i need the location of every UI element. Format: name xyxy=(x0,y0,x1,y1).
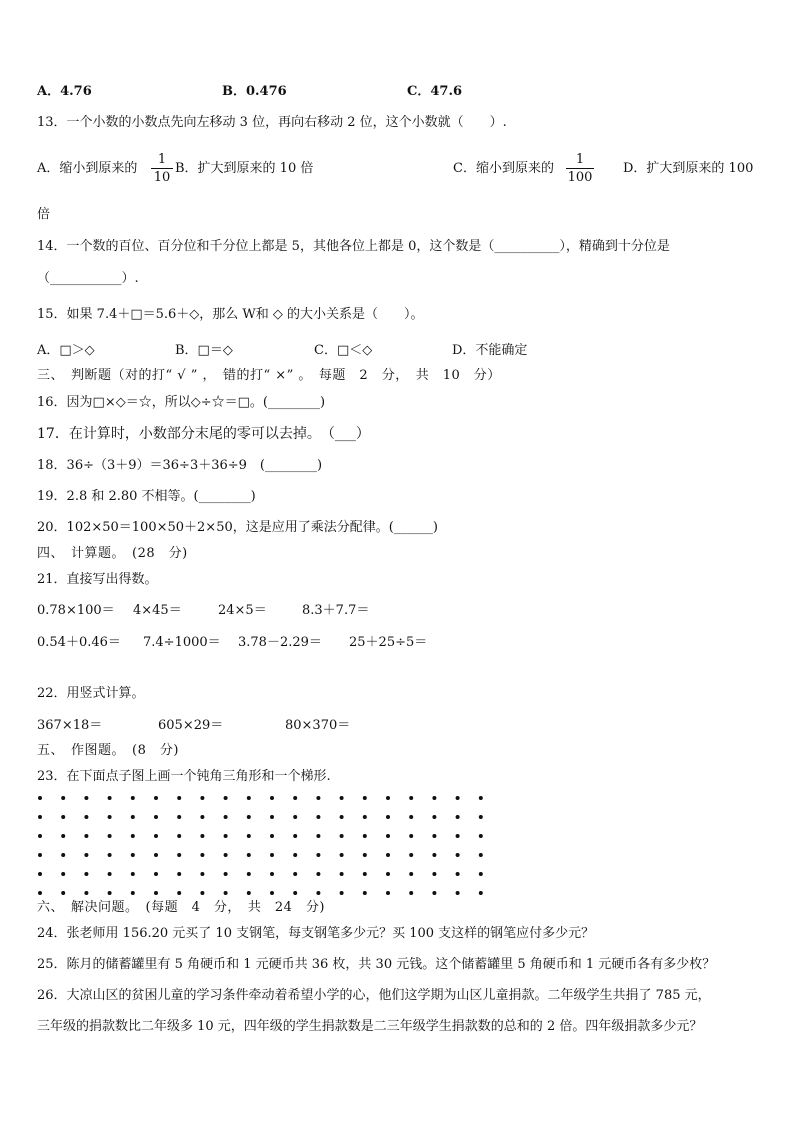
grid-dot xyxy=(200,891,204,895)
q13-option-d-continued: 倍 xyxy=(37,207,51,222)
grid-dot xyxy=(224,891,228,895)
q21-item: 0.54＋0.46＝ xyxy=(37,635,121,650)
grid-dot xyxy=(224,853,228,857)
grid-dot xyxy=(177,796,181,800)
grid-dot xyxy=(340,834,344,838)
grid-dot xyxy=(479,853,483,857)
grid-dot xyxy=(316,853,320,857)
grid-dot xyxy=(386,834,390,838)
grid-dot xyxy=(479,872,483,876)
grid-dot xyxy=(432,834,436,838)
q13-option-c-fraction xyxy=(566,152,594,185)
grid-dot xyxy=(432,891,436,895)
q21-item: 24×5＝ xyxy=(218,603,267,618)
grid-dot xyxy=(340,891,344,895)
grid-dot xyxy=(270,872,274,876)
grid-dot xyxy=(38,891,42,895)
grid-dot xyxy=(432,853,436,857)
q15-option-b: B．□＝◇ xyxy=(175,343,233,358)
q22-item: 367×18＝ xyxy=(37,718,103,733)
fraction-bar xyxy=(151,168,173,169)
grid-dot xyxy=(456,815,460,819)
grid-dot xyxy=(154,872,158,876)
grid-dot xyxy=(154,815,158,819)
grid-dot xyxy=(200,796,204,800)
grid-dot xyxy=(386,891,390,895)
grid-dot xyxy=(432,796,436,800)
grid-dot xyxy=(61,872,65,876)
grid-dot xyxy=(247,796,251,800)
grid-dot xyxy=(363,834,367,838)
grid-dot xyxy=(316,872,320,876)
grid-dot xyxy=(293,872,297,876)
grid-dot xyxy=(61,853,65,857)
grid-dot xyxy=(154,853,158,857)
q16: 16．因为□×◇＝☆，所以◇÷☆＝□。(________) xyxy=(37,395,326,410)
grid-dot xyxy=(456,796,460,800)
grid-dot xyxy=(293,853,297,857)
q22-item: 605×29＝ xyxy=(158,718,224,733)
grid-dot xyxy=(247,815,251,819)
q21-item: 7.4÷1000＝ xyxy=(143,635,221,650)
section-4-heading: 四、 计算题。 (28 分) xyxy=(37,546,188,561)
q26-line2: 三年级的捐款数比二年级多 10 元，四年级的学生捐款数是二三年级学生捐款数的总和的 2 倍。四年级捐款多少元？ xyxy=(37,1019,703,1034)
grid-dot xyxy=(270,834,274,838)
grid-dot xyxy=(177,834,181,838)
grid-dot xyxy=(316,891,320,895)
q15-option-d: D．不能确定 xyxy=(452,343,528,358)
q21-item: 8.3＋7.7＝ xyxy=(302,603,370,618)
grid-dot xyxy=(340,853,344,857)
section-5-heading: 五、 作图题。 (8 分) xyxy=(37,743,179,758)
grid-dot xyxy=(108,796,112,800)
fraction-bar xyxy=(566,168,594,169)
grid-dot xyxy=(84,815,88,819)
fraction-numerator: 1 xyxy=(575,152,585,167)
grid-dot xyxy=(479,834,483,838)
q12-option-a: A．4.76 xyxy=(37,84,92,99)
grid-dot xyxy=(479,891,483,895)
q15-stem: 15．如果 7.4＋□＝5.6＋◇，那么 W和 ◇ 的大小关系是（ ）。 xyxy=(37,307,424,322)
q23: 23．在下面点子图上画一个钝角三角形和一个梯形. xyxy=(37,769,331,784)
grid-dot xyxy=(456,853,460,857)
grid-dot xyxy=(270,815,274,819)
grid-dot xyxy=(108,834,112,838)
grid-dot xyxy=(131,796,135,800)
q21-item: 3.78－2.29＝ xyxy=(238,635,322,650)
grid-dot xyxy=(316,815,320,819)
q14-line1: 14．一个数的百位、百分位和千分位上都是 5，其他各位上都是 0，这个数是（__________），精确到十分位是 xyxy=(37,239,670,254)
grid-dot xyxy=(38,834,42,838)
q22-stem: 22．用竖式计算。 xyxy=(37,686,145,701)
grid-dot xyxy=(131,872,135,876)
q22-item: 80×370＝ xyxy=(285,718,351,733)
grid-dot xyxy=(61,891,65,895)
grid-dot xyxy=(409,891,413,895)
grid-dot xyxy=(177,853,181,857)
grid-dot xyxy=(363,891,367,895)
grid-dot xyxy=(293,891,297,895)
q13-option-b: B．扩大到原来的 10 倍 xyxy=(175,161,314,176)
grid-dot xyxy=(154,891,158,895)
grid-dot xyxy=(61,815,65,819)
grid-dot xyxy=(38,815,42,819)
grid-dot xyxy=(479,796,483,800)
grid-dot xyxy=(84,853,88,857)
q21-item: 25＋25÷5＝ xyxy=(349,635,428,650)
grid-dot xyxy=(363,815,367,819)
grid-dot xyxy=(154,796,158,800)
grid-dot xyxy=(247,834,251,838)
q13-option-c-text: C．缩小到原来的 xyxy=(453,161,554,176)
grid-dot xyxy=(293,815,297,819)
grid-dot xyxy=(108,872,112,876)
grid-dot xyxy=(432,815,436,819)
grid-dot xyxy=(84,872,88,876)
q12-option-c: C．47.6 xyxy=(407,84,463,99)
grid-dot xyxy=(456,891,460,895)
grid-dot xyxy=(200,872,204,876)
grid-dot xyxy=(316,834,320,838)
grid-dot xyxy=(200,815,204,819)
grid-dot xyxy=(247,891,251,895)
q21-item: 0.78×100＝ xyxy=(37,603,115,618)
grid-dot xyxy=(316,796,320,800)
q13-option-a-text: A．缩小到原来的 xyxy=(37,161,138,176)
grid-dot xyxy=(224,834,228,838)
grid-dot xyxy=(363,872,367,876)
grid-dot xyxy=(131,834,135,838)
q25: 25．陈月的储蓄罐里有 5 角硬币和 1 元硬币共 36 枚，共 30 元钱。这个储蓄罐里 5 角硬币和 1 元硬币各有多少枚？ xyxy=(37,957,716,972)
q13-option-a-fraction xyxy=(151,152,173,185)
section-3-heading: 三、 判断题（对的打“ √ ” ， 错的打“ ×” 。 每题 2 分， 共 10 分） xyxy=(37,368,501,383)
grid-dot xyxy=(386,872,390,876)
grid-dot xyxy=(270,891,274,895)
grid-dot xyxy=(84,834,88,838)
grid-dot xyxy=(177,872,181,876)
grid-dot xyxy=(409,872,413,876)
fraction-denominator: 10 xyxy=(153,170,171,185)
grid-dot xyxy=(61,834,65,838)
q20: 20．102×50＝100×50＋2×50，这是应用了乘法分配律。(______) xyxy=(37,520,438,535)
grid-dot xyxy=(108,815,112,819)
grid-dot xyxy=(61,796,65,800)
fraction-numerator: 1 xyxy=(157,152,167,167)
grid-dot xyxy=(363,796,367,800)
grid-dot xyxy=(386,815,390,819)
grid-dot xyxy=(270,853,274,857)
q15-option-c: C．□＜◇ xyxy=(314,343,373,358)
grid-dot xyxy=(200,853,204,857)
grid-dot xyxy=(293,796,297,800)
grid-dot xyxy=(247,853,251,857)
q18: 18．36÷（3＋9）＝36÷3＋36÷9 (________) xyxy=(37,458,323,473)
grid-dot xyxy=(38,796,42,800)
q24: 24．张老师用 156.20 元买了 10 支钢笔，每支钢笔多少元？买 100 支这样的钢笔应付多少元？ xyxy=(37,926,595,941)
grid-dot xyxy=(224,872,228,876)
grid-dot xyxy=(340,815,344,819)
grid-dot xyxy=(386,853,390,857)
grid-dot xyxy=(154,834,158,838)
grid-dot xyxy=(340,796,344,800)
grid-dot xyxy=(270,796,274,800)
grid-dot xyxy=(108,891,112,895)
grid-dot xyxy=(247,872,251,876)
grid-dot xyxy=(177,891,181,895)
grid-dot xyxy=(409,796,413,800)
grid-dot xyxy=(409,815,413,819)
q12-option-b: B．0.476 xyxy=(222,84,287,99)
grid-dot xyxy=(386,796,390,800)
grid-dot xyxy=(432,872,436,876)
grid-dot xyxy=(177,815,181,819)
grid-dot xyxy=(409,834,413,838)
q15-option-a: A．□＞◇ xyxy=(37,343,95,358)
grid-dot xyxy=(456,834,460,838)
grid-dot xyxy=(84,891,88,895)
q26-line1: 26．大凉山区的贫困儿童的学习条件牵动着希望小学的心，他们这学期为山区儿童捐款。二年级学生共捐了 785 元， xyxy=(37,988,711,1003)
grid-dot xyxy=(456,872,460,876)
q14-line2: （___________）. xyxy=(37,271,139,286)
grid-dot xyxy=(131,853,135,857)
grid-dot xyxy=(224,796,228,800)
grid-dot xyxy=(363,853,367,857)
grid-dot xyxy=(131,815,135,819)
grid-dot xyxy=(200,834,204,838)
grid-dot xyxy=(224,815,228,819)
q17: 17．在计算时，小数部分末尾的零可以去掉。 （___） xyxy=(37,426,370,442)
grid-dot xyxy=(38,872,42,876)
grid-dot xyxy=(293,834,297,838)
grid-dot xyxy=(131,891,135,895)
grid-dot xyxy=(340,872,344,876)
section-6-heading: 六、 解决问题。 (每题 4 分， 共 24 分) xyxy=(37,900,325,915)
fraction-denominator: 100 xyxy=(567,170,593,185)
q13-stem: 13．一个小数的小数点先向左移动 3 位，再向右移动 2 位，这个小数就（ ）. xyxy=(37,115,507,130)
grid-dot xyxy=(84,796,88,800)
q21-item: 4×45＝ xyxy=(133,603,182,618)
q21-stem: 21．直接写出得数。 xyxy=(37,572,158,587)
grid-dot xyxy=(38,853,42,857)
grid-dot xyxy=(409,853,413,857)
grid-dot xyxy=(108,853,112,857)
q13-option-d: D．扩大到原来的 100 xyxy=(623,161,754,176)
q19: 19．2.8 和 2.80 不相等。(________) xyxy=(37,489,256,504)
dot-grid[interactable] xyxy=(37,792,497,898)
grid-dot xyxy=(479,815,483,819)
